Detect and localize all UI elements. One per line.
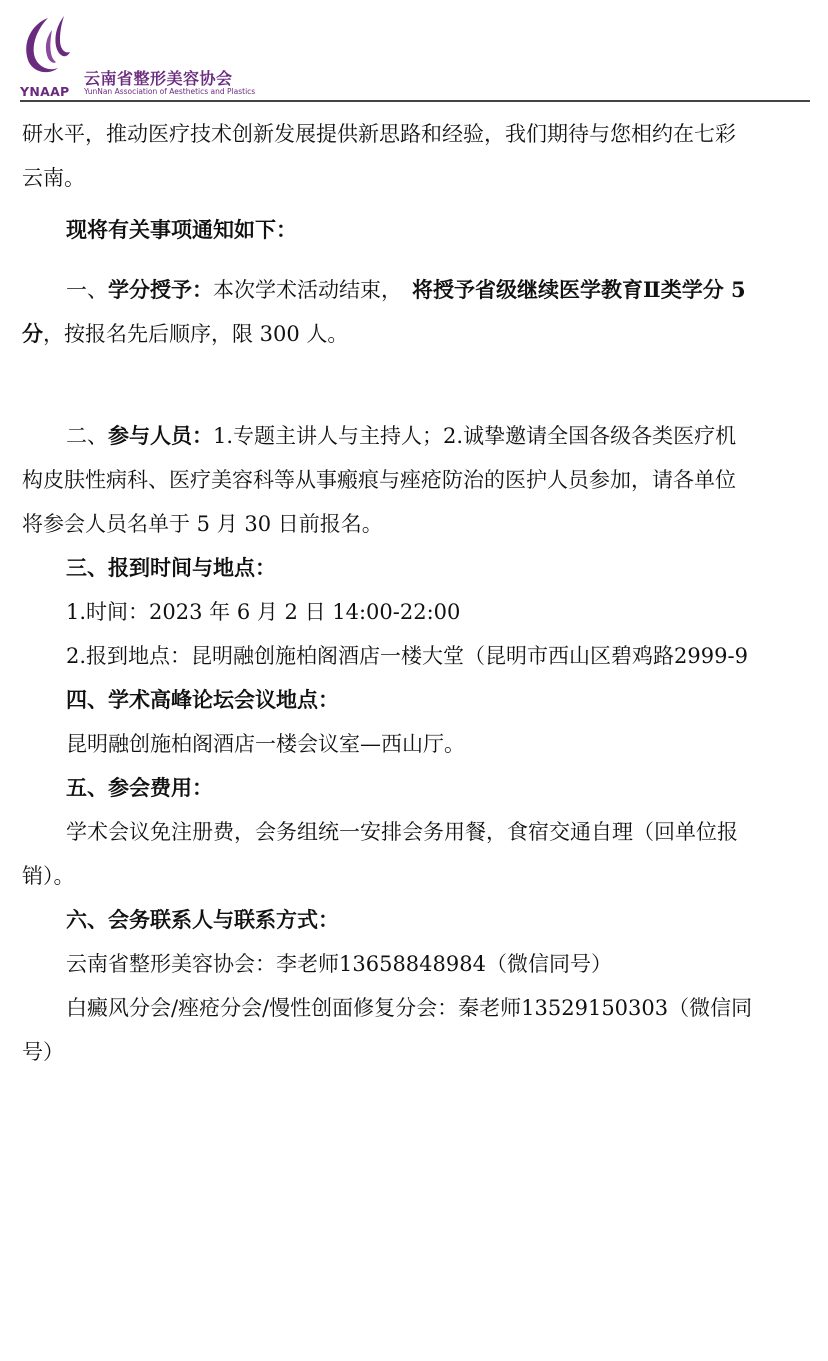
forum-location: 昆明融创施柏阁酒店一楼会议室—西山厅。 <box>66 732 465 756</box>
letterhead <box>0 0 828 104</box>
fee-text: 学术会议免注册费，会务组统一安排会务用餐，食宿交通自理（回单位报 <box>66 820 738 844</box>
org-name-en: YunNan Association of Aesthetics and Plastics <box>84 87 256 96</box>
registration-time: 1.时间：2023 年 6 月 2 日 14:00-22:00 <box>66 600 461 624</box>
section-credits-cont <box>22 312 812 356</box>
contact-line: 云南省整形美容协会：李老师13658848984（微信同号） <box>66 952 612 976</box>
document-body <box>22 112 812 1074</box>
intro-line: 云南。 <box>22 166 85 190</box>
section-title: 三、报到时间与地点： <box>66 555 276 580</box>
header-divider <box>20 100 810 102</box>
section-title: 参与人员： <box>108 423 213 448</box>
section-prefix: 一、 <box>66 278 108 302</box>
section-text: ，按报名先后顺序，限 300 人。 <box>43 322 349 346</box>
section-emphasis: 分 <box>22 321 43 346</box>
section-emphasis: 将授予省级继续医学教育Ⅱ类学分 5 <box>412 277 746 302</box>
fee-text: 销）。 <box>22 864 75 888</box>
org-name-cn: 云南省整形美容协会 <box>84 69 233 88</box>
registration-location: 2.报到地点：昆明融创施柏阁酒店一楼大堂（昆明市西山区碧鸡路2999-9 <box>66 644 748 668</box>
section-title: 六、会务联系人与联系方式： <box>66 907 339 932</box>
contact-line: 号） <box>22 1040 64 1064</box>
section-prefix: 二、 <box>66 424 108 448</box>
section-text: 构皮肤性病科、医疗美容科等从事瘢痕与痤疮防治的医护人员参加，请各单位 <box>22 468 736 492</box>
contact-line: 白癜风分会/痤疮分会/慢性创面修复分会：秦老师13529150303（微信同 <box>66 996 753 1020</box>
section-text: 本次学术活动结束， <box>213 278 402 302</box>
section-text: 1.专题主讲人与主持人；2.诚挚邀请全国各级各类医疗机 <box>213 424 737 448</box>
intro-line: 研水平，推动医疗技术创新发展提供新思路和经验，我们期待与您相约在七彩 <box>22 122 736 146</box>
section-title: 五、参会费用： <box>66 775 213 800</box>
logo-acronym: YNAAP <box>20 84 70 99</box>
section-participants <box>22 414 812 458</box>
association-logo-icon <box>18 12 76 80</box>
section-title: 四、学术高峰论坛会议地点： <box>66 687 339 712</box>
section-credits <box>22 268 812 312</box>
section-title: 学分授予： <box>108 277 213 302</box>
notice-heading: 现将有关事项通知如下： <box>66 217 297 242</box>
section-text: 将参会人员名单于 5 月 30 日前报名。 <box>22 512 383 536</box>
